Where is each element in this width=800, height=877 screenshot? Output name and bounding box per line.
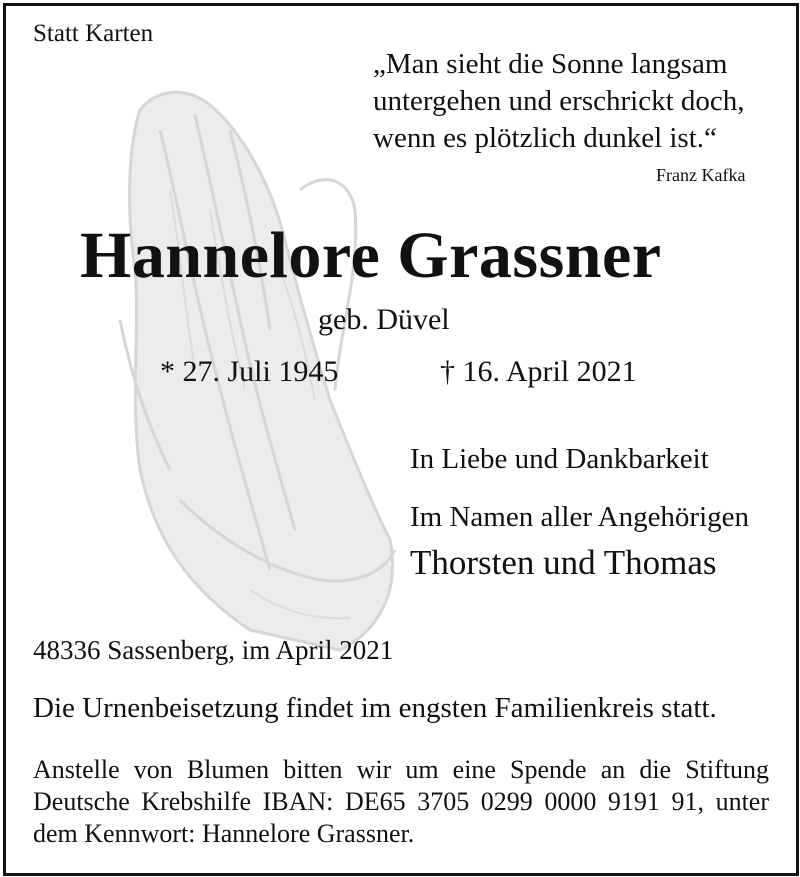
deceased-name: Hannelore Grassner bbox=[80, 219, 662, 292]
death-date: † 16. April 2021 bbox=[440, 355, 637, 388]
donation-line: Deutsche Krebshilfe IBAN: DE65 3705 0299 0000 9191 91, unter bbox=[33, 787, 769, 816]
mourner-names: Thorsten und Thomas bbox=[410, 543, 717, 582]
donation-text bbox=[33, 754, 769, 850]
birth-date: * 27. Juli 1945 bbox=[160, 355, 339, 388]
on-behalf-line: Im Namen aller Angehörigen bbox=[410, 501, 750, 533]
location-date: 48336 Sassenberg, im April 2021 bbox=[33, 635, 394, 665]
donation-line: dem Kennwort: Hannelore Grassner. bbox=[33, 819, 415, 848]
quote bbox=[373, 46, 773, 157]
quote-line: untergehen und erschrickt doch, bbox=[373, 85, 745, 117]
dedication-line: In Liebe und Dankbarkeit bbox=[410, 443, 709, 475]
birth-name: geb. Düvel bbox=[318, 303, 450, 336]
quote-author: Franz Kafka bbox=[656, 165, 746, 185]
statt-karten-label: Statt Karten bbox=[33, 20, 154, 47]
donation-line: Anstelle von Blumen bitten wir um eine Spende an die Stiftung bbox=[33, 755, 769, 784]
burial-note: Die Urnenbeisetzung findet im engsten Familienkreis statt. bbox=[33, 692, 717, 724]
quote-line: „Man sieht die Sonne langsam bbox=[373, 48, 728, 80]
quote-line: wenn es plötzlich dunkel ist.“ bbox=[373, 122, 717, 154]
